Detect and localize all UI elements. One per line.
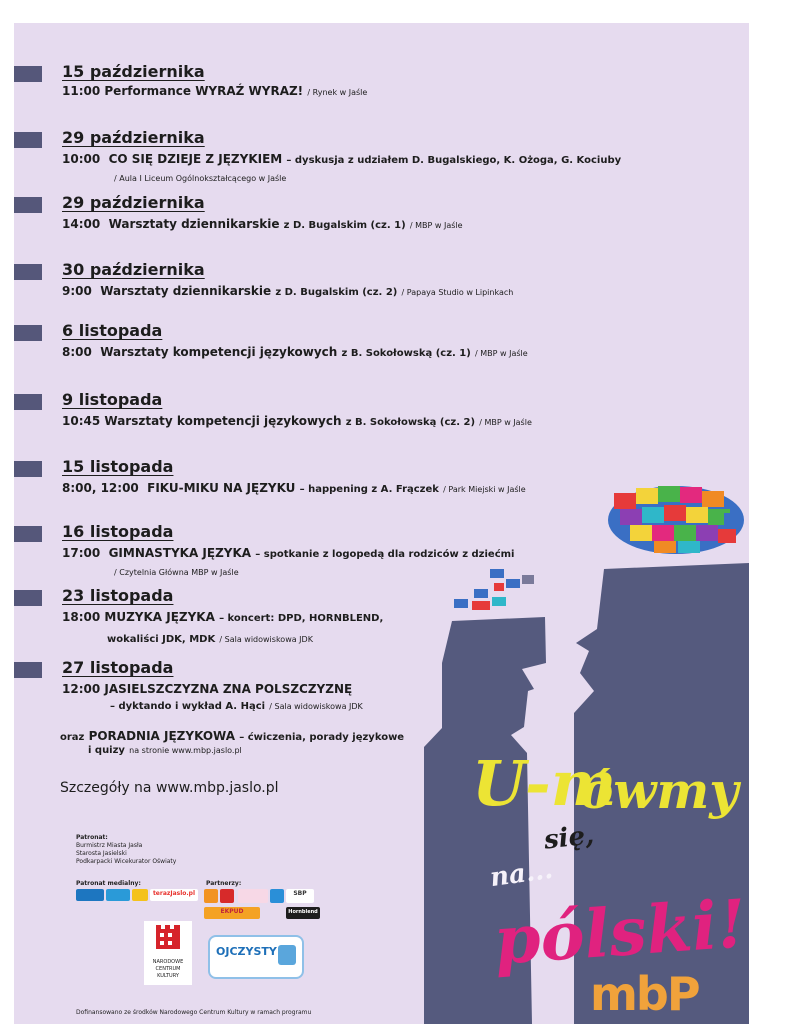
event-marker xyxy=(14,662,42,678)
event-extra: z D. Bugalskim (cz. 2) xyxy=(275,287,398,298)
partner-logo-hornblend: Hornblend xyxy=(286,907,320,919)
nck-logo xyxy=(144,921,192,985)
media-logos xyxy=(76,889,206,903)
event-title: JASIELSZCZYZNA ZNA POLSZCZYZNĘ xyxy=(104,682,353,696)
media-logo-1 xyxy=(76,889,104,901)
event-location: / Aula I Liceum Ogólnokształcącego w Jaśle xyxy=(114,174,287,183)
event-extra: – happening z A. Frączek xyxy=(299,484,439,495)
event-extra: – spotkanie z logopedą dla rodziców z dziećmi xyxy=(255,549,515,560)
event-title: FIKU-MIKU NA JĘZYKU xyxy=(147,481,296,495)
slogan-part-4: na... xyxy=(488,854,555,894)
event-details xyxy=(62,84,367,98)
event-title: CO SIĘ DZIEJE Z JĘZYKIEM xyxy=(108,152,283,166)
event-date: 30 października xyxy=(62,260,205,279)
event-marker xyxy=(14,197,42,213)
poradnia-website: na stronie www.mbp.jaslo.pl xyxy=(129,746,242,755)
event-performers: wokaliści JDK, MDK xyxy=(107,634,216,645)
nck-line-2: CENTRUM xyxy=(155,966,181,972)
event-date: 29 października xyxy=(62,193,205,212)
event-location-line xyxy=(114,170,286,184)
media-logo-terazjaslo: terazJaslo.pl xyxy=(150,889,198,901)
event-title: Warsztaty dziennikarskie xyxy=(100,284,272,298)
event-marker xyxy=(14,394,42,410)
event-time: 12:00 xyxy=(62,682,101,696)
partner-logo-4 xyxy=(270,889,284,903)
event-location: / MBP w Jaśle xyxy=(479,418,532,427)
partner-logos xyxy=(204,889,334,921)
nck-line-1: NARODOWE xyxy=(152,959,184,965)
event-details xyxy=(62,546,514,560)
ojczysty-text: OJCZYSTY xyxy=(216,945,277,958)
event-time: 10:45 xyxy=(62,414,101,428)
nck-emblem-icon xyxy=(144,921,192,955)
event-details xyxy=(62,414,532,428)
event-location: / Sala widowiskowa JDK xyxy=(219,635,313,644)
event-time: 8:00, 12:00 xyxy=(62,481,139,495)
poradnia-quizy: i quizy xyxy=(88,745,125,756)
event-title: MUZYKA JĘZYKA xyxy=(104,610,215,624)
media-patronage-block xyxy=(76,880,141,888)
media-logo-2 xyxy=(106,889,130,901)
event-date: 9 listopada xyxy=(62,390,163,409)
event-location-line xyxy=(114,564,239,578)
event-marker xyxy=(14,132,42,148)
event-location: / Rynek w Jaśle xyxy=(307,88,368,97)
nck-line-3: KULTURY xyxy=(157,973,179,979)
patronat-heading: Patronat: xyxy=(76,834,108,841)
slogan-part-3: się, xyxy=(542,820,596,856)
event-marker xyxy=(14,325,42,341)
event-time: 10:00 xyxy=(62,152,101,166)
patronat-block xyxy=(76,834,176,866)
event-location: / Park Miejski w Jaśle xyxy=(443,485,526,494)
poradnia-line-2 xyxy=(88,742,242,756)
event-date: 6 listopada xyxy=(62,321,163,340)
patronat-line-2: Starosta Jasielski xyxy=(76,850,127,857)
media-logo-3 xyxy=(132,889,148,901)
poster xyxy=(14,23,749,1024)
ojczysty-flag-icon xyxy=(278,945,296,965)
event-location: / MBP w Jaśle xyxy=(475,349,528,358)
mbp-logo: mbP xyxy=(590,967,699,1021)
event-location-line xyxy=(107,631,313,645)
event-extra: z B. Sokołowską (cz. 2) xyxy=(345,417,476,428)
event-location: / Czytelnia Główna MBP w Jaśle xyxy=(114,568,239,577)
event-location: / MBP w Jaśle xyxy=(409,221,463,230)
partner-logo-3 xyxy=(238,889,268,903)
event-details xyxy=(62,481,526,495)
poradnia-title: PORADNIA JĘZYKOWA xyxy=(88,729,236,743)
partner-logo-ekpud: EKPUD xyxy=(204,907,260,919)
event-details xyxy=(62,345,528,359)
event-extra: – koncert: DPD, HORNBLEND, xyxy=(219,613,384,624)
media-heading: Patronat medialny: xyxy=(76,880,141,887)
event-date: 15 października xyxy=(62,62,205,81)
event-time: 18:00 xyxy=(62,610,101,624)
event-details xyxy=(62,610,383,624)
event-title: GIMNASTYKA JĘZYKA xyxy=(108,546,252,560)
footer-funding-text: Dofinansowano ze środków Narodowego Centrum Kultury w ramach programu xyxy=(76,1009,312,1016)
poradnia-desc: – ćwiczenia, porady językowe xyxy=(239,732,405,743)
event-title: Warsztaty dziennikarskie xyxy=(108,217,280,231)
event-marker xyxy=(14,590,42,606)
event-title: Performance WYRAŹ WYRAZ! xyxy=(104,84,304,98)
event-time: 17:00 xyxy=(62,546,101,560)
poradnia-prefix: oraz xyxy=(60,732,85,743)
event-time: 8:00 xyxy=(62,345,92,359)
event-details xyxy=(62,217,463,231)
event-time: 11:00 xyxy=(62,84,101,98)
event-marker xyxy=(14,264,42,280)
partner-logo-2 xyxy=(220,889,234,903)
patronat-line-1: Burmistrz Miasta Jasła xyxy=(76,842,143,849)
event-marker xyxy=(14,66,42,82)
event-marker xyxy=(14,461,42,477)
event-details xyxy=(62,284,513,298)
event-date: 23 listopada xyxy=(62,586,174,605)
event-time: 14:00 xyxy=(62,217,101,231)
event-details xyxy=(62,152,621,166)
event-location: / Sala widowiskowa JDK xyxy=(269,702,363,711)
slogan-part-2: ówmy xyxy=(580,761,739,820)
event-title: Warsztaty kompetencji językowych xyxy=(100,345,338,359)
event-extra: z D. Bugalskim (cz. 1) xyxy=(283,220,406,231)
partners-block xyxy=(206,880,241,888)
event-extra: z B. Sokołowską (cz. 1) xyxy=(341,348,471,359)
large-puzzle-brain xyxy=(608,486,744,554)
event-location: / Papaya Studio w Lipinkach xyxy=(401,288,514,297)
event-subtitle: – dyktando i wykład A. Hąci xyxy=(110,701,266,712)
event-details xyxy=(62,682,352,696)
event-date: 27 listopada xyxy=(62,658,174,677)
patronat-line-3: Podkarpacki Wicekurator Oświaty xyxy=(76,858,177,865)
partner-logo-1 xyxy=(204,889,218,903)
details-link-text: Szczegóły na www.mbp.jaslo.pl xyxy=(60,780,279,796)
partner-logo-sbp: SBP xyxy=(286,889,314,903)
event-date: 29 października xyxy=(62,128,205,147)
event-title: Warsztaty kompetencji językowych xyxy=(104,414,342,428)
event-time: 9:00 xyxy=(62,284,92,298)
slogan-part-1: U-m xyxy=(472,747,617,820)
small-puzzle-pieces xyxy=(454,569,534,610)
event-date: 15 listopada xyxy=(62,457,174,476)
partners-heading: Partnerzy: xyxy=(206,880,242,887)
event-marker xyxy=(14,526,42,542)
event-extra: – dyskusja z udziałem D. Bugalskiego, K. Ożoga, G. Kociuby xyxy=(286,155,622,166)
ojczysty-logo xyxy=(208,935,304,979)
poradnia-line xyxy=(60,729,404,743)
event-date: 16 listopada xyxy=(62,522,174,541)
event-location-line xyxy=(110,698,363,712)
slogan-part-5: pólski! xyxy=(491,884,749,980)
